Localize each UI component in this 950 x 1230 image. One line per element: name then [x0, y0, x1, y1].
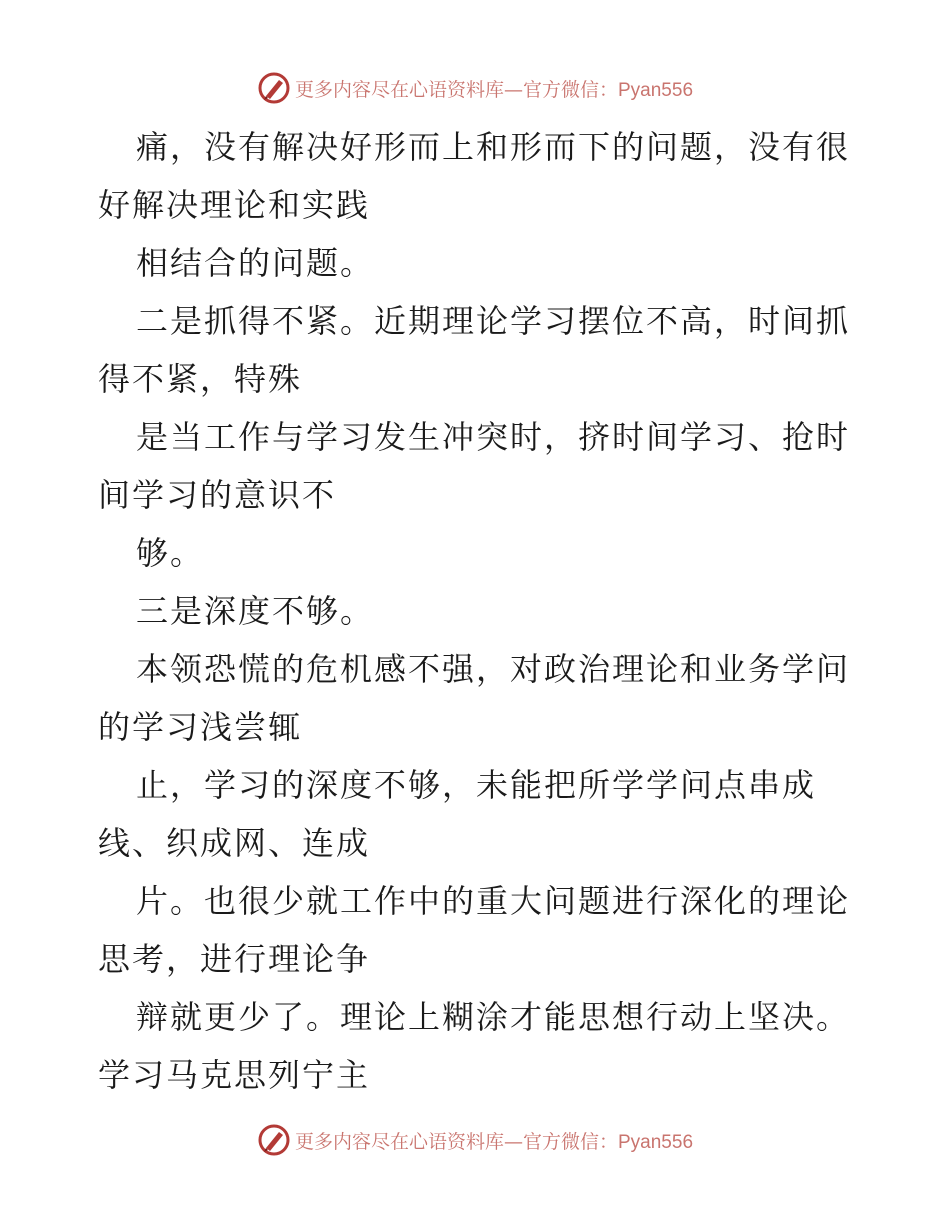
text-line: 痛，没有解决好形而上和形而下的问题，没有很 [136, 128, 851, 166]
footer-watermark [0, 1120, 950, 1160]
text-line: 二是抓得不紧。近期理论学习摆位不高，时间抓 [136, 302, 851, 340]
text-line: 相结合的问题。 [136, 244, 375, 282]
pen-logo-icon [257, 1123, 291, 1157]
watermark-wechat-id: Pyan556 [618, 1131, 694, 1153]
watermark-wechat-id: Pyan556 [618, 79, 694, 101]
watermark-text: 更多内容尽在心语资料库—官方微信：Pyan556 [294, 78, 694, 101]
text-line: 学习马克思列宁主 [98, 1056, 371, 1094]
text-line: 好解决理论和实践 [98, 186, 371, 224]
text-line: 三是深度不够。 [136, 592, 375, 630]
text-line: 的学习浅尝辄 [98, 708, 303, 746]
text-line: 够。 [136, 534, 205, 572]
text-line: 本领恐慌的危机感不强，对政治理论和业务学问 [136, 650, 851, 688]
pen-logo-icon [257, 71, 291, 105]
watermark-text: 更多内容尽在心语资料库—官方微信：Pyan556 [294, 1130, 694, 1153]
document-body [98, 118, 858, 1104]
text-line: 是当工作与学习发生冲突时，挤时间学习、抢时 [136, 418, 851, 456]
text-line: 线、织成网、连成 [98, 824, 371, 862]
header-watermark [0, 68, 950, 108]
text-line: 止，学习的深度不够，未能把所学学问点串成 [136, 766, 817, 804]
text-line: 思考，进行理论争 [98, 940, 371, 978]
text-line: 得不紧，特殊 [98, 360, 303, 398]
text-line: 辩就更少了。理论上糊涂才能思想行动上坚决。 [136, 998, 851, 1036]
text-line: 片。也很少就工作中的重大问题进行深化的理论 [136, 882, 851, 920]
text-line: 间学习的意识不 [98, 476, 337, 514]
